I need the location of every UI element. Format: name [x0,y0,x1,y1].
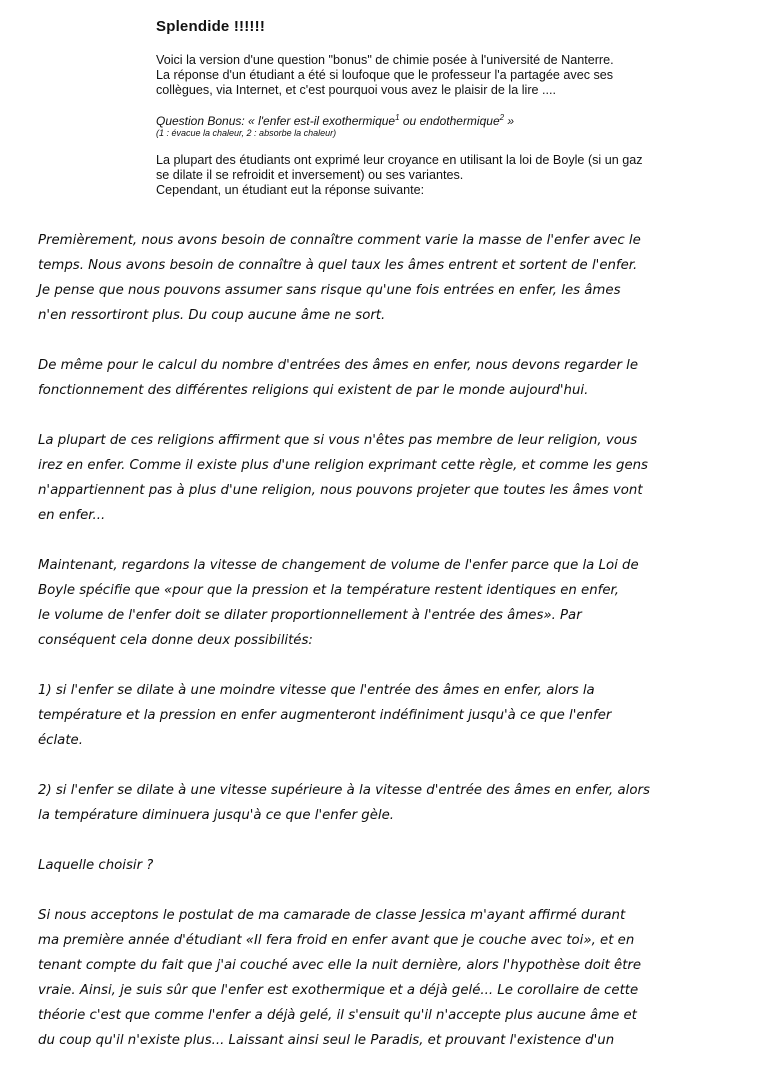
context-line: se dilate il se refroidit et inversement) ou ses variantes. [156,168,464,182]
footnote-marker-2: 2 [499,113,505,122]
answer-line: température et la pression en enfer augmenteront indéfiniment jusqu'à ce que l'enfer [38,708,612,723]
answer-line: conséquent cela donne deux possibilités: [38,633,313,648]
context-line: Cependant, un étudiant eut la réponse suivante: [156,183,425,197]
answer-line: Si nous acceptons le postulat de ma camarade de classe Jessica m'ayant affirmé durant [38,908,626,923]
context-paragraph [156,153,756,198]
answer-paragraph [38,428,744,528]
answer-paragraph [38,903,744,1053]
typed-header-block [156,18,756,198]
answer-line: fonctionnement des différentes religions qui existent de par le monde aujourd'hui. [38,383,589,398]
question-prefix: Question Bonus: « l'enfer est-il exothermique [156,114,396,128]
answer-line: n'en ressortiront plus. Du coup aucune âme ne sort. [38,308,386,323]
answer-line: vraie. Ainsi, je suis sûr que l'enfer est exothermique et a déjà gelé... Le corollaire de cette [38,983,639,998]
answer-paragraph [38,778,744,828]
answer-line: la température diminuera jusqu'à ce que l'enfer gèle. [38,808,395,823]
intro-line: La réponse d'un étudiant a été si loufoque que le professeur l'a partagée avec ses [156,68,614,82]
answer-line: 1) si l'enfer se dilate à une moindre vitesse que l'entrée des âmes en enfer, alors la [38,683,595,698]
answer-paragraph [38,853,744,878]
answer-paragraph [38,228,744,328]
answer-line: n'appartiennent pas à plus d'une religion, nous pouvons projeter que toutes les âmes vont [38,483,643,498]
answer-line: tenant compte du fait que j'ai couché avec elle la nuit dernière, alors l'hypothèse doit être [38,958,642,973]
question-middle: ou endothermique [399,114,500,128]
document-title: Splendide !!!!!! [156,18,266,35]
answer-line: ma première année d'étudiant «Il fera froid en enfer avant que je couche avec toi», et en [38,933,635,948]
answer-line: théorie c'est que comme l'enfer a déjà gelé, il s'ensuit qu'il n'accepte plus aucune âme et [38,1008,637,1023]
handwritten-answer [38,228,744,1078]
answer-line: du coup qu'il n'existe plus... Laissant ainsi seul le Paradis, et prouvant l'existence d'un [38,1033,615,1048]
footnote-marker-1: 1 [395,113,400,122]
answer-line: Laquelle choisir ? [38,858,154,873]
context-line: La plupart des étudiants ont exprimé leur croyance en utilisant la loi de Boyle (si un gaz [156,153,643,167]
intro-paragraph [156,53,756,98]
answer-line: le volume de l'enfer doit se dilater proportionnellement à l'entrée des âmes». Par [38,608,582,623]
answer-line: temps. Nous avons besoin de connaître à quel taux les âmes entrent et sortent de l'enfer. [38,258,638,273]
answer-line: De même pour le calcul du nombre d'entrées des âmes en enfer, nous devons regarder le [38,358,639,373]
bonus-question [156,111,756,128]
question-suffix: » [504,114,515,128]
answer-line: Maintenant, regardons la vitesse de changement de volume de l'enfer parce que la Loi de [38,558,639,573]
answer-line: 2) si l'enfer se dilate à une vitesse supérieure à la vitesse d'entrée des âmes en enfer, alors [38,783,650,798]
intro-line: collègues, via Internet, et c'est pourquoi vous avez le plaisir de la lire .... [156,83,557,97]
answer-line: Premièrement, nous avons besoin de connaître comment varie la masse de l'enfer avec le [38,233,641,248]
answer-paragraph [38,353,744,403]
answer-paragraph [38,678,744,753]
answer-line: éclate. [38,733,83,748]
answer-line: La plupart de ces religions affirment que si vous n'êtes pas membre de leur religion, vous [38,433,638,448]
answer-line: en enfer... [38,508,106,523]
answer-line: irez en enfer. Comme il existe plus d'une religion exprimant cette règle, et comme les gens [38,458,648,473]
answer-line: Boyle spécifie que «pour que la pression et la température restent identiques en enfer, [38,583,619,598]
answer-line: Je pense que nous pouvons assumer sans risque qu'une fois entrées en enfer, les âmes [38,283,621,298]
answer-paragraph [38,553,744,653]
intro-line: Voici la version d'une question "bonus" de chimie posée à l'université de Nanterre. [156,53,614,67]
question-footnote: (1 : évacue la chaleur, 2 : absorbe la chaleur) [156,128,337,138]
